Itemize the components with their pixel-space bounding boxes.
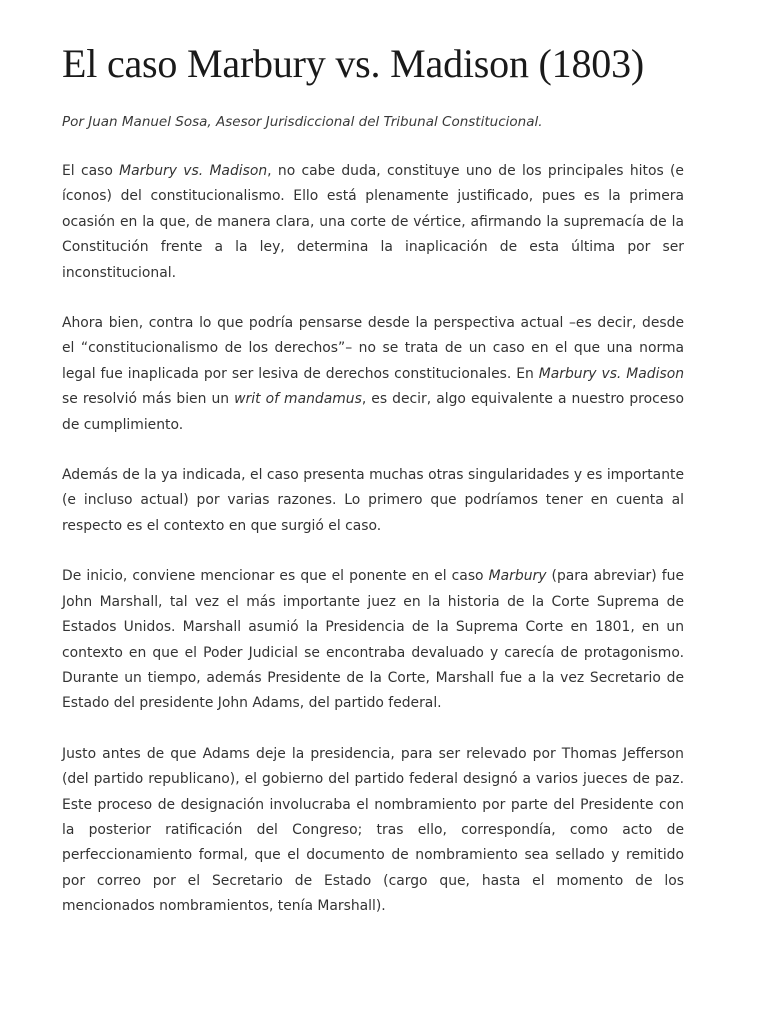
paragraph-2-text: Ahora bien, contra lo que podría pensarse desde la perspectiva actual –es decir, desde el “constitucionalismo de los derechos”– no se trata de un caso en el que una norma legal fue inaplicada por ser lesiva de derechos constitucionales. En — [62, 315, 684, 382]
paragraph-1 — [62, 159, 684, 286]
paragraph-3 — [62, 463, 684, 539]
author-byline: Por Juan Manuel Sosa, Asesor Jurisdiccional del Tribunal Constitucional. — [62, 114, 543, 130]
page-title: El caso Marbury vs. Madison (1803) — [62, 41, 644, 86]
paragraph-2-text-end: , es decir, algo equivalente a nuestro proceso de cumplimiento. — [62, 391, 684, 433]
case-name-italic: Marbury vs. Madison — [119, 163, 268, 179]
writ-term-italic: writ of mandamus — [234, 391, 362, 408]
paragraph-4-text: De inicio, conviene mencionar es que el ponente en el caso — [62, 568, 489, 585]
case-name-italic: Marbury vs. Madison — [538, 365, 684, 382]
paragraph-4 — [62, 564, 684, 716]
paragraph-4-text-cont: (para abreviar) fue John Marshall, tal vez el más importante juez en la historia de la Corte Suprema de Estados Unidos. Marshall asumió la Presidencia de la Suprema Corte en 1801, en un contexto en que el Poder Judicial se encontraba devaluado y carecía de protagonismo. Durante un tiempo, además Presidente de la Corte, Marshall fue a la vez Secretario de Estado del presidente John Adams, del partido federal. — [62, 568, 684, 712]
paragraph-5-text: Justo antes de que Adams deje la presidencia, para ser relevado por Thomas Jefferson (del partido republicano), el gobierno del partido federal designó a varios jueces de paz. Este proceso de designación involucraba el nombramiento por parte del Presidente con la posterior ratificación del Congreso; tras ello, correspondía, como acto de perfeccionamiento formal, que el documento de nombramiento sea sellado y remitido por correo por el Secretario de Estado (cargo que, hasta el momento de los mencionados nombramientos, tenía Marshall). — [62, 745, 684, 915]
paragraph-1-text-cont: , no cabe duda, constituye uno de los principales hitos (e íconos) del constitucionalismo. Ello está plenamente justificado, pues es la primera ocasión en la que, de manera clara, una corte de vértice, afirmando la supremacía de la Constitución frente a la ley, determina la inaplicación de esta última por ser inconstitucional. — [62, 163, 684, 281]
paragraph-3-text: Además de la ya indicada, el caso presenta muchas otras singularidades y es importante (e incluso actual) por varias razones. Lo primero que podríamos tener en cuenta al respecto es el contexto en que surgió el caso. — [62, 467, 684, 534]
case-short-name-italic: Marbury — [488, 568, 547, 585]
paragraph-5 — [62, 742, 684, 920]
paragraph-2-text-cont: se resolvió más bien un — [62, 391, 235, 408]
paragraph-2 — [62, 311, 684, 438]
paragraph-1-text: El caso — [62, 163, 120, 179]
